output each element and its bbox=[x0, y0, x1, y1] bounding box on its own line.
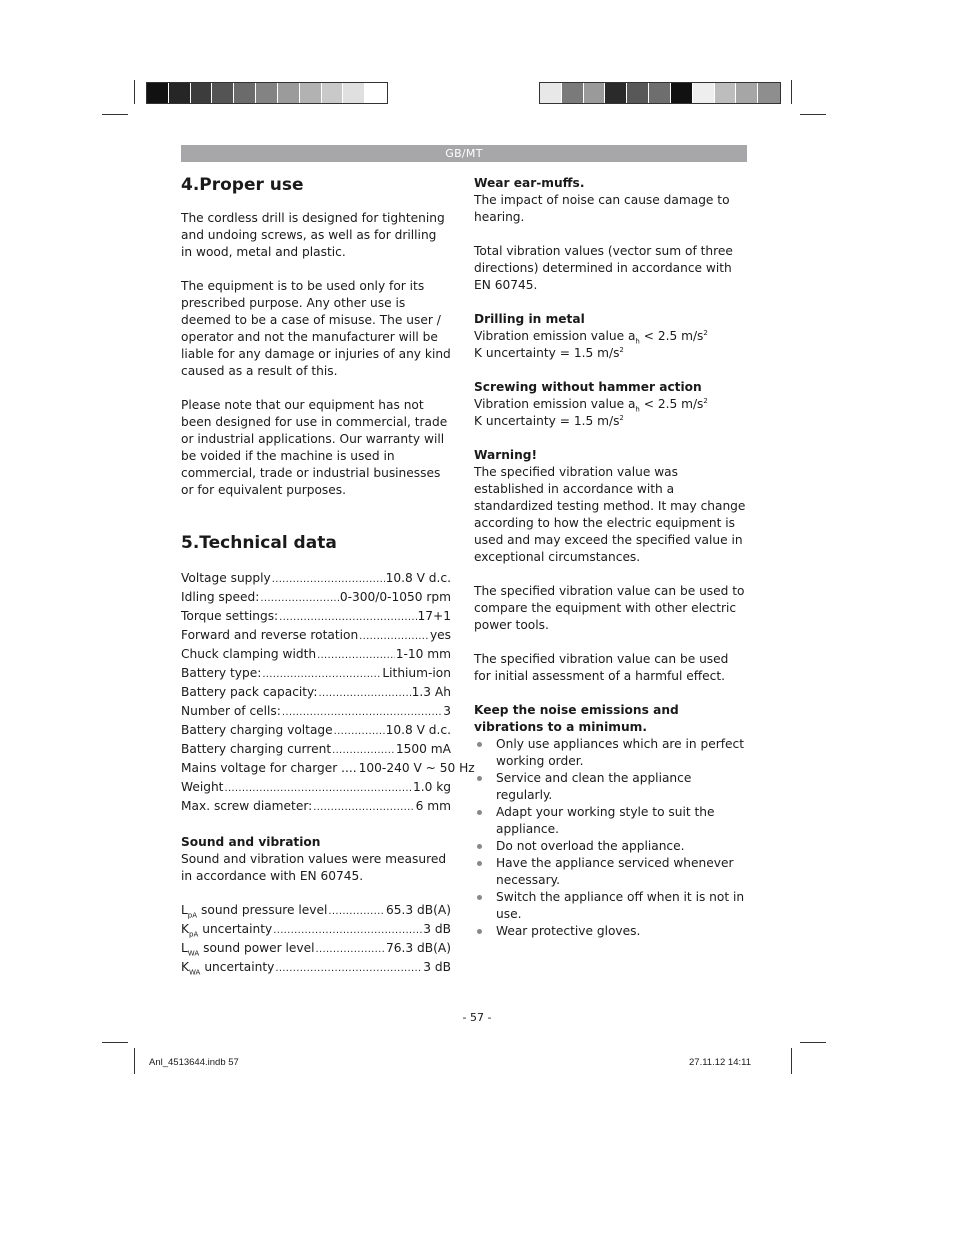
color-swatch bbox=[649, 83, 671, 103]
sound-label bbox=[181, 902, 327, 919]
color-swatch bbox=[322, 83, 344, 103]
bullet-item: Do not overload the appliance. bbox=[474, 838, 748, 855]
spec-label: Idling speed: bbox=[181, 590, 260, 604]
color-swatch bbox=[256, 83, 278, 103]
footer-file-info: Anl_4513644.indb 57 bbox=[149, 1057, 239, 1068]
crop-mark bbox=[134, 80, 135, 104]
spec-row bbox=[181, 627, 451, 646]
sound-value: 3 dB bbox=[423, 922, 451, 936]
dot-leader bbox=[224, 782, 411, 796]
color-swatch bbox=[147, 83, 169, 103]
spec-value: 10.8 V d.c. bbox=[385, 723, 451, 737]
spec-row bbox=[181, 722, 451, 741]
spec-label: Voltage supply bbox=[181, 571, 271, 585]
crop-mark bbox=[134, 1048, 135, 1074]
symbol: K bbox=[181, 922, 189, 936]
sound-label-text: uncertainty bbox=[202, 922, 273, 936]
spec-row bbox=[181, 608, 451, 627]
sound-value-row bbox=[181, 940, 451, 959]
dot-leader bbox=[332, 744, 395, 758]
color-swatch bbox=[736, 83, 758, 103]
warning-heading: Warning! bbox=[474, 448, 538, 462]
drilling-heading: Drilling in metal bbox=[474, 312, 585, 326]
color-swatch bbox=[627, 83, 649, 103]
color-swatch bbox=[300, 83, 322, 103]
dot-leader bbox=[273, 924, 422, 938]
spec-value: 10.8 V d.c. bbox=[385, 571, 451, 585]
spec-label: Battery charging current bbox=[181, 742, 332, 756]
spec-value: 17+1 bbox=[417, 609, 451, 623]
sound-label-text: uncertainty bbox=[204, 960, 275, 974]
dot-leader bbox=[282, 706, 442, 720]
spec-row bbox=[181, 646, 451, 665]
footer-timestamp: 27.11.12 14:11 bbox=[689, 1057, 751, 1068]
warning-text: The specified vibration value was established in accordance with a standardized testing method. It may change according to how the electric equipment is used and may exceed the specified value in exceptional circumstances. bbox=[474, 465, 746, 564]
color-swatch bbox=[715, 83, 737, 103]
spec-row bbox=[181, 779, 451, 798]
spec-label: Forward and reverse rotation bbox=[181, 628, 359, 642]
bullet-item: Switch the appliance off when it is not in use. bbox=[474, 889, 748, 923]
crop-mark bbox=[791, 1048, 792, 1074]
dot-leader bbox=[313, 801, 414, 815]
sound-label bbox=[181, 959, 274, 976]
sound-label bbox=[181, 940, 315, 957]
color-swatch bbox=[343, 83, 365, 103]
dot-leader bbox=[316, 943, 386, 957]
crop-mark bbox=[800, 1042, 826, 1043]
symbol-subscript: WA bbox=[189, 968, 201, 977]
sound-value-row bbox=[181, 959, 451, 978]
spec-label: Battery charging voltage bbox=[181, 723, 333, 737]
total-vibration-text: Total vibration values (vector sum of three directions) determined in accordance with EN 60745. bbox=[474, 244, 733, 292]
bullet-item: Service and clean the appliance regularly. bbox=[474, 770, 748, 804]
sound-label-text: sound pressure level bbox=[201, 903, 328, 917]
dot-leader bbox=[262, 668, 381, 682]
dot-leader bbox=[279, 611, 416, 625]
bullet-item: Wear protective gloves. bbox=[474, 923, 748, 940]
sound-intro: Sound and vibration values were measured in accordance with EN 60745. bbox=[181, 852, 447, 883]
color-swatch bbox=[365, 83, 387, 103]
sound-value-row bbox=[181, 902, 451, 921]
color-swatch bbox=[234, 83, 256, 103]
spec-row bbox=[181, 589, 451, 608]
right-column bbox=[474, 175, 748, 940]
screwing-uncertainty: K uncertainty = 1.5 $m/s^2$ bbox=[474, 413, 624, 428]
spec-label: Chuck clamping width bbox=[181, 647, 317, 661]
minimize-bullet-list bbox=[474, 736, 748, 940]
color-calibration-bar-right bbox=[539, 82, 781, 104]
sound-value-row bbox=[181, 921, 451, 940]
color-swatch bbox=[212, 83, 234, 103]
left-column bbox=[181, 174, 475, 978]
sound-values-list bbox=[181, 902, 451, 978]
screwing-heading: Screwing without hammer action bbox=[474, 380, 702, 394]
color-swatch bbox=[562, 83, 584, 103]
color-swatch bbox=[671, 83, 693, 103]
dot-leader bbox=[260, 592, 338, 606]
color-swatch bbox=[605, 83, 627, 103]
language-header-bar: GB/MT bbox=[181, 145, 747, 162]
symbol: K bbox=[181, 960, 189, 974]
crop-mark bbox=[102, 1042, 128, 1043]
spec-row bbox=[181, 684, 451, 703]
page-number: - 57 - bbox=[462, 1011, 492, 1024]
symbol: L bbox=[181, 903, 188, 917]
section-heading-technical-data: 5.Technical data bbox=[181, 533, 337, 553]
color-calibration-bar-left bbox=[146, 82, 388, 104]
symbol-subscript: pA bbox=[189, 930, 199, 939]
compare-text: The specified vibration value can be used to compare the equipment with other electric power tools. bbox=[474, 584, 745, 632]
color-swatch bbox=[758, 83, 780, 103]
spec-row bbox=[181, 703, 451, 722]
spec-label: Battery type: bbox=[181, 666, 262, 680]
spec-value: 100-240 V ~ 50 Hz bbox=[358, 761, 475, 775]
bullet-item: Only use appliances which are in perfect working order. bbox=[474, 736, 748, 770]
crop-mark bbox=[791, 80, 792, 104]
sound-value: 65.3 dB(A) bbox=[386, 903, 451, 917]
spec-label: Torque settings: bbox=[181, 609, 279, 623]
paragraph: Please note that our equipment has not been designed for use in commercial, trade or industrial applications. Our warranty will be voided if the machine is used in commercial, trade or industrial businesses or for equivalent purposes. bbox=[181, 398, 448, 497]
spec-label: Weight bbox=[181, 780, 224, 794]
dot-leader bbox=[319, 687, 411, 701]
spec-row bbox=[181, 760, 475, 779]
color-swatch bbox=[169, 83, 191, 103]
symbol-subscript: pA bbox=[187, 911, 198, 920]
color-swatch bbox=[693, 83, 715, 103]
spec-value: 1-10 mm bbox=[395, 647, 451, 661]
paragraph: The cordless drill is designed for tightening and undoing screws, as well as for drilling in wood, metal and plastic. bbox=[181, 211, 445, 259]
color-swatch bbox=[584, 83, 606, 103]
dot-leader bbox=[328, 905, 385, 919]
dot-leader bbox=[272, 573, 385, 587]
dot-leader bbox=[359, 630, 429, 644]
spec-row bbox=[181, 798, 451, 817]
color-swatch bbox=[278, 83, 300, 103]
spec-row bbox=[181, 741, 451, 760]
spec-label: Number of cells: bbox=[181, 704, 281, 718]
screwing-emission: Vibration emission value $a_h < 2.5$ $m/s^2$ bbox=[474, 396, 708, 414]
initial-assessment-text: The specified vibration value can be used for initial assessment of a harmful effect. bbox=[474, 652, 729, 683]
drilling-emission: Vibration emission value $a_h < 2.5$ $m/s^2$ bbox=[474, 328, 708, 346]
bullet-item: Adapt your working style to suit the appliance. bbox=[474, 804, 748, 838]
sound-value: 76.3 dB(A) bbox=[386, 941, 451, 955]
spec-value: 3 bbox=[443, 704, 451, 718]
spec-value: 0-300/0-1050 rpm bbox=[339, 590, 451, 604]
earmuffs-text: The impact of noise can cause damage to hearing. bbox=[474, 193, 730, 224]
spec-value: Lithium-ion bbox=[382, 666, 451, 680]
drilling-uncertainty: K uncertainty = 1.5 $m/s^2$ bbox=[474, 345, 624, 360]
spec-label: Battery pack capacity: bbox=[181, 685, 318, 699]
dot-leader bbox=[275, 962, 422, 976]
spec-label: Mains voltage for charger .... bbox=[181, 761, 357, 775]
minimize-heading: Keep the noise emissions and vibrations to a minimum. bbox=[474, 703, 679, 734]
sound-label bbox=[181, 921, 272, 938]
sound-heading: Sound and vibration bbox=[181, 835, 321, 849]
spec-value: 1500 mA bbox=[395, 742, 451, 756]
symbol: L bbox=[181, 941, 188, 955]
spec-label: Max. screw diameter: bbox=[181, 799, 313, 813]
sound-value: 3 dB bbox=[423, 960, 451, 974]
crop-mark bbox=[800, 114, 826, 115]
color-swatch bbox=[540, 83, 562, 103]
crop-mark bbox=[102, 114, 128, 115]
spec-value: 1.0 kg bbox=[412, 780, 451, 794]
earmuffs-heading: Wear ear-muffs. bbox=[474, 176, 585, 190]
color-swatch bbox=[191, 83, 213, 103]
spec-row bbox=[181, 665, 451, 684]
bullet-item: Have the appliance serviced whenever necessary. bbox=[474, 855, 748, 889]
spec-value: yes bbox=[429, 628, 451, 642]
sound-label-text: sound power level bbox=[203, 941, 315, 955]
spec-value: 6 mm bbox=[415, 799, 451, 813]
spec-row bbox=[181, 570, 451, 589]
symbol-subscript: WA bbox=[187, 949, 200, 958]
spec-value: 1.3 Ah bbox=[411, 685, 451, 699]
spec-list bbox=[181, 570, 475, 817]
paragraph: The equipment is to be used only for its prescribed purpose. Any other use is deemed to be a case of misuse. The user / operator and not the manufacturer will be liable for any damage or injuries of any kind caused as a result of this. bbox=[181, 279, 451, 378]
section-heading-proper-use: 4.Proper use bbox=[181, 175, 304, 195]
dot-leader bbox=[317, 649, 395, 663]
dot-leader bbox=[334, 725, 385, 739]
